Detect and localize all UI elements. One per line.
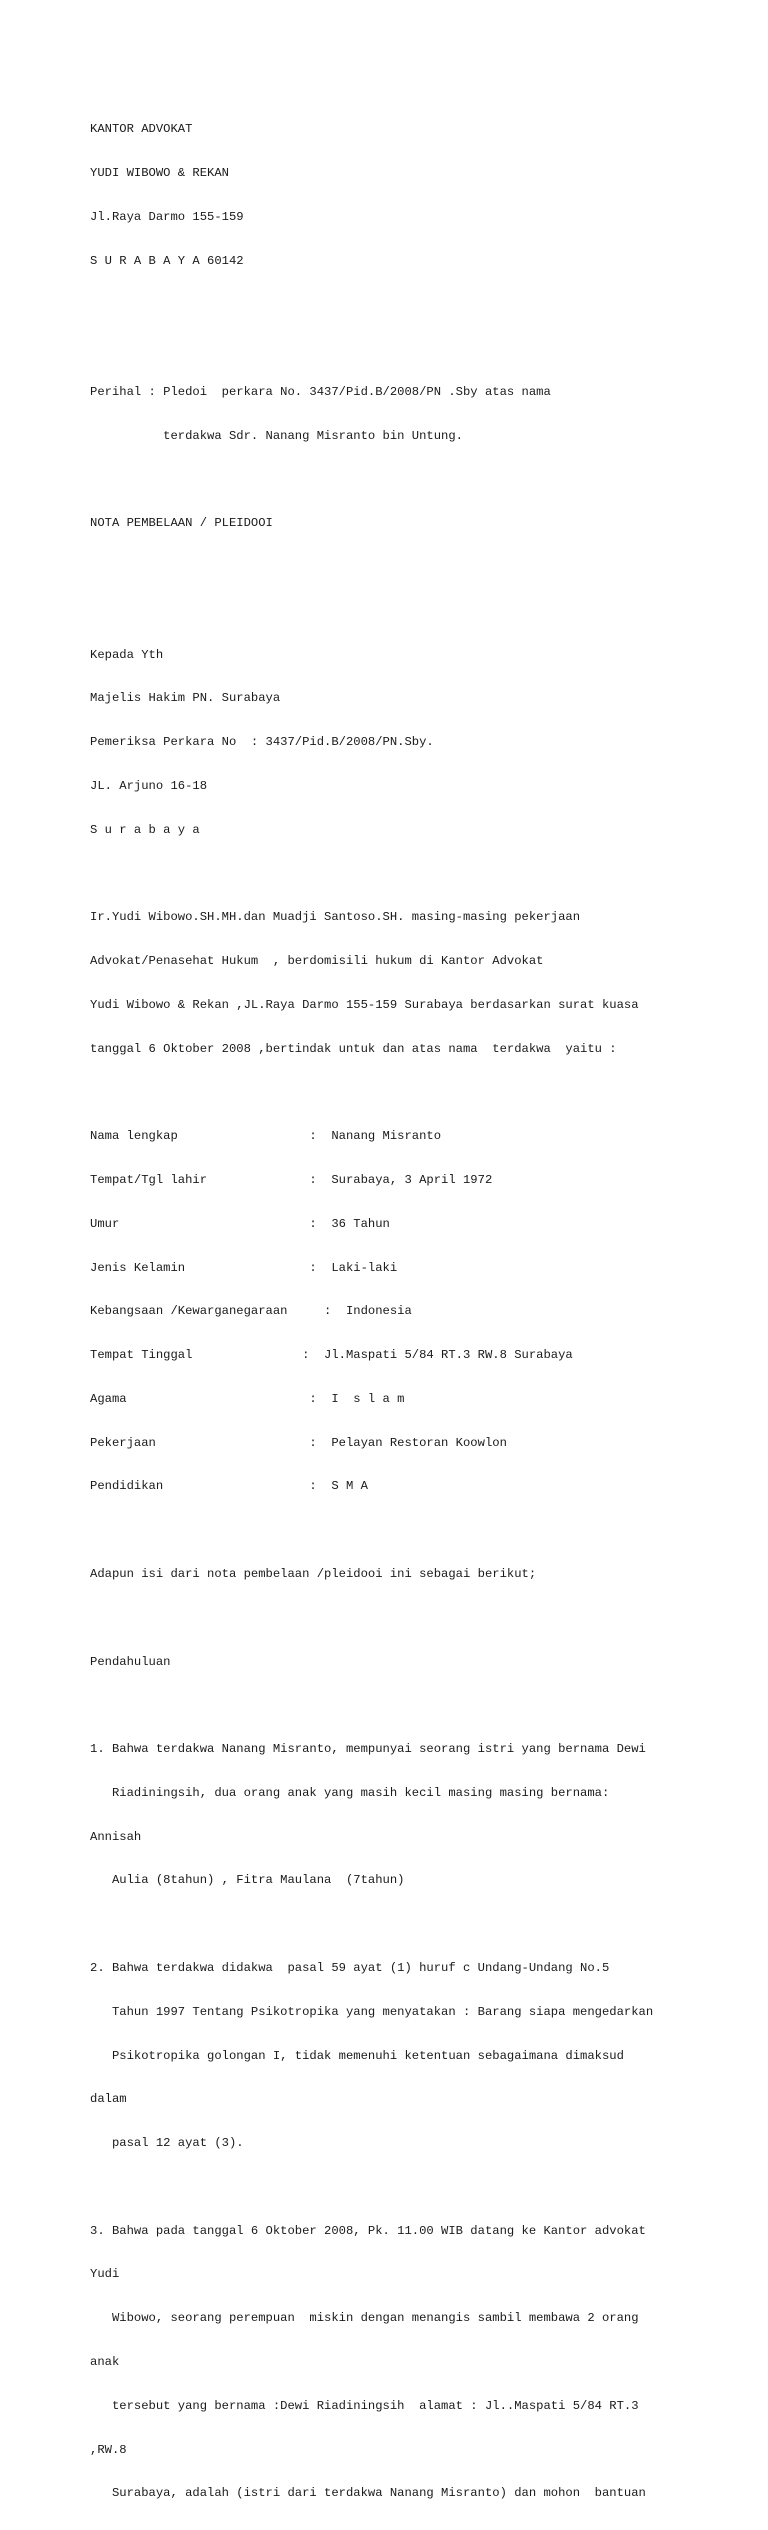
intro-line: Ir.Yudi Wibowo.SH.MH.dan Muadji Santoso.SH. masing-masing pekerjaan <box>90 910 581 925</box>
blank-line <box>90 866 730 881</box>
identity-row: Tempat Tinggal : Jl.Maspati 5/84 RT.3 RW.8 Surabaya <box>90 1348 573 1363</box>
identity-row: Agama : I s l a m <box>90 1391 405 1406</box>
letterhead-line: KANTOR ADVOKAT <box>90 122 193 137</box>
point-line: anak <box>90 2355 120 2370</box>
section-heading: Pendahuluan <box>90 1654 171 1669</box>
blank-line <box>90 1611 730 1626</box>
intro-line: Yudi Wibowo & Rekan ,JL.Raya Darmo 155-159 Surabaya berdasarkan surat kuasa <box>90 997 639 1012</box>
point-line: Psikotropika golongan I, tidak memenuhi ketentuan sebagaimana dimaksud <box>90 2048 624 2063</box>
intro-line: Advokat/Penasehat Hukum , berdomisili hukum di Kantor Advokat <box>90 954 544 969</box>
point-line: 3. Bahwa pada tanggal 6 Oktober 2008, Pk. 11.00 WIB datang ke Kantor advokat <box>90 2223 646 2238</box>
recipient-line: Majelis Hakim PN. Surabaya <box>90 691 281 706</box>
document-title: NOTA PEMBELAAN / PLEIDOOI <box>90 516 273 531</box>
identity-row: Umur : 36 Tahun <box>90 1216 390 1231</box>
identity-row: Pekerjaan : Pelayan Restoran Koowlon <box>90 1435 507 1450</box>
letterhead-line: YUDI WIBOWO & REKAN <box>90 165 229 180</box>
recipient-line: JL. Arjuno 16-18 <box>90 778 208 793</box>
identity-row: Kebangsaan /Kewarganegaraan : Indonesia <box>90 1304 412 1319</box>
point-line: Surabaya, adalah (istri dari terdakwa Nanang Misranto) dan mohon bantuan <box>90 2486 646 2501</box>
recipient-line: Kepada Yth <box>90 647 164 662</box>
point-line: Tahun 1997 Tentang Psikotropika yang menyatakan : Barang siapa mengedarkan <box>90 2004 654 2019</box>
blank-line <box>90 297 730 312</box>
point-line: tersebut yang bernama :Dewi Riadiningsih alamat : Jl..Maspati 5/84 RT.3 <box>90 2398 639 2413</box>
point-line: 1. Bahwa terdakwa Nanang Misranto, mempunyai seorang istri yang bernama Dewi <box>90 1742 646 1757</box>
blank-line <box>90 604 730 619</box>
intro-line: tanggal 6 Oktober 2008 ,bertindak untuk dan atas nama terdakwa yaitu : <box>90 1041 617 1056</box>
blank-line <box>90 341 730 356</box>
recipient-line: S u r a b a y a <box>90 822 200 837</box>
blank-line <box>90 1085 730 1100</box>
identity-row: Pendidikan : S M A <box>90 1479 368 1494</box>
blank-line <box>90 1917 730 1932</box>
blank-line <box>90 472 730 487</box>
recipient-line: Pemeriksa Perkara No : 3437/Pid.B/2008/PN.Sby. <box>90 735 434 750</box>
blank-line <box>90 2180 730 2195</box>
point-line: Wibowo, seorang perempuan miskin dengan menangis sambil membawa 2 orang <box>90 2311 639 2326</box>
adapun-line: Adapun isi dari nota pembelaan /pleidooi ini sebagai berikut; <box>90 1566 537 1581</box>
point-line: ,RW.8 <box>90 2442 127 2457</box>
point-line: Yudi <box>90 2267 120 2282</box>
letterhead-line: Jl.Raya Darmo 155-159 <box>90 209 244 224</box>
perihal-line: Perihal : Pledoi perkara No. 3437/Pid.B/2008/PN .Sby atas nama <box>90 384 551 399</box>
point-line: Riadiningsih, dua orang anak yang masih kecil masing masing bernama: <box>90 1785 610 1800</box>
letterhead-line: S U R A B A Y A 60142 <box>90 253 244 268</box>
point-line: 2. Bahwa terdakwa didakwa pasal 59 ayat (1) huruf c Undang-Undang No.5 <box>90 1961 610 1975</box>
blank-line <box>90 1523 730 1538</box>
blank-line <box>90 1698 730 1713</box>
point-line: pasal 12 ayat (3). <box>90 2136 244 2151</box>
identity-row: Tempat/Tgl lahir : Surabaya, 3 April 1972 <box>90 1172 493 1187</box>
point-line: dalam <box>90 2092 127 2107</box>
point-line: Annisah <box>90 1829 142 1844</box>
identity-row: Nama lengkap : Nanang Misranto <box>90 1129 442 1144</box>
identity-row: Jenis Kelamin : Laki-laki <box>90 1260 398 1275</box>
point-line: Aulia (8tahun) , Fitra Maulana (7tahun) <box>90 1873 405 1888</box>
document-body <box>90 93 730 2530</box>
perihal-line: terdakwa Sdr. Nanang Misranto bin Untung. <box>90 428 463 443</box>
blank-line <box>90 560 730 575</box>
